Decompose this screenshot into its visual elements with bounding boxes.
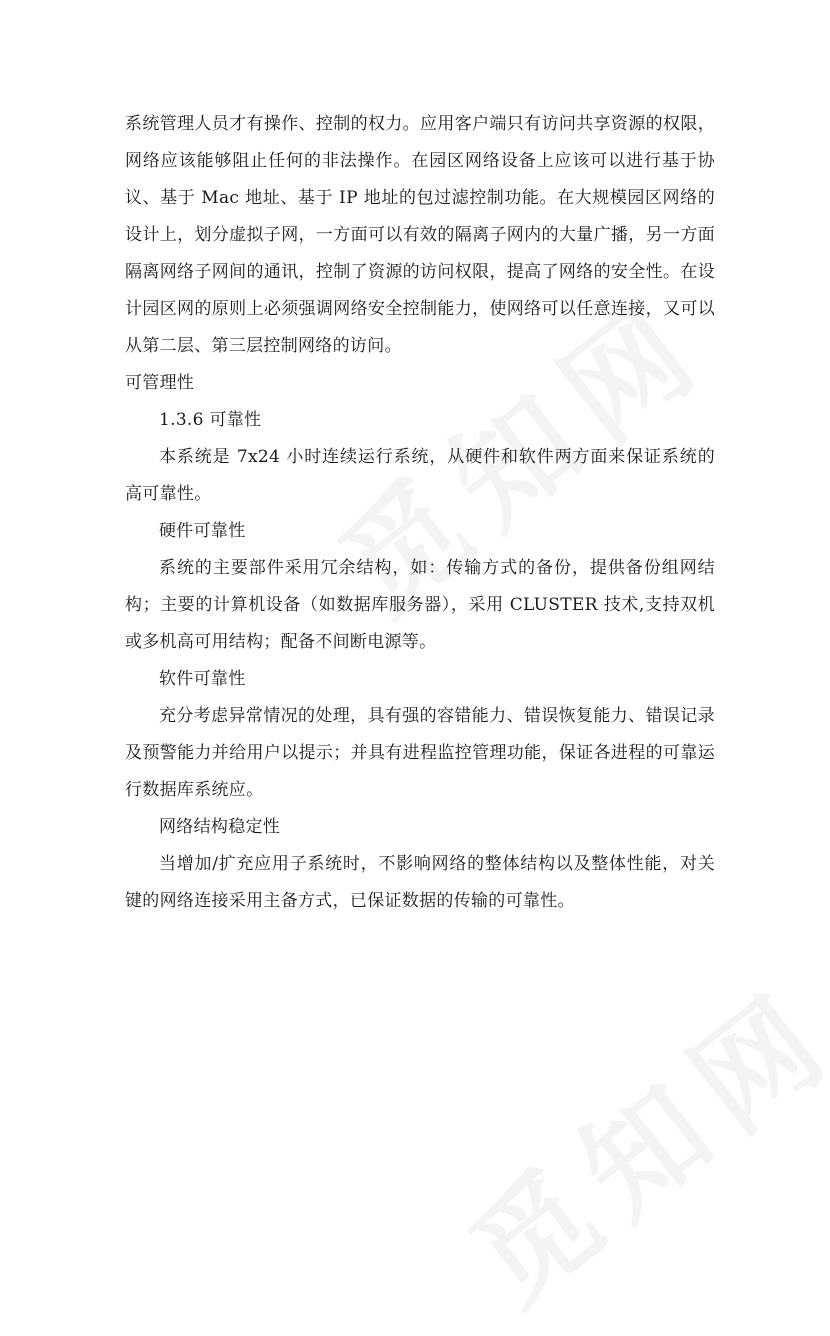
heading-manageability: 可管理性 [125, 373, 195, 393]
paragraph-hardware-reliability: 系统的主要部件采用冗余结构，如：传输方式的备份，提供备份组网结构；主要的计算机设备（如数据库服务器），采用 CLUSTER 技术,支持双机或多机高可用结构；配备不间断电源等。 [125, 558, 715, 652]
paragraph-reliability: 本系统是 7x24 小时连续运行系统，从硬件和软件两方面来保证系统的高可靠性。 [125, 447, 715, 504]
heading-software-reliability: 软件可靠性 [159, 669, 246, 689]
document-body [125, 106, 715, 920]
paragraph-network-stability: 当增加/扩充应用子系统时，不影响网络的整体结构以及整体性能，对关键的网络连接采用主备方式，已保证数据的传输的可靠性。 [125, 854, 715, 911]
paragraph-software-reliability: 充分考虑异常情况的处理，具有强的容错能力、错误恢复能力、错误记录及预警能力并给用户以提示；并具有进程监控管理功能，保证各进程的可靠运行数据库系统应。 [125, 706, 715, 800]
heading-reliability: 1.3.6 可靠性 [159, 410, 262, 430]
watermark [430, 941, 830, 1335]
heading-hardware-reliability: 硬件可靠性 [159, 521, 246, 541]
paragraph-security-control: 系统管理人员才有操作、控制的权力。应用客户端只有访问共享资源的权限，网络应该能够阻止任何的非法操作。在园区网络设备上应该可以进行基于协议、基于 Mac 地址、基于 IP 地址的包过滤控制功能。在大规模园区网络的设计上，划分虚拟子网，一方面可以有效的隔离子网内的大量广播，另一方面隔离网络子网间的通讯，控制了资源的访问权限，提高了网络的安全性。在设计园区网的原则上必须强调网络安全控制能力，使网络可以任意连接，又可以从第二层、第三层控制网络的访问。 [125, 114, 715, 356]
heading-network-stability: 网络结构稳定性 [159, 817, 281, 837]
